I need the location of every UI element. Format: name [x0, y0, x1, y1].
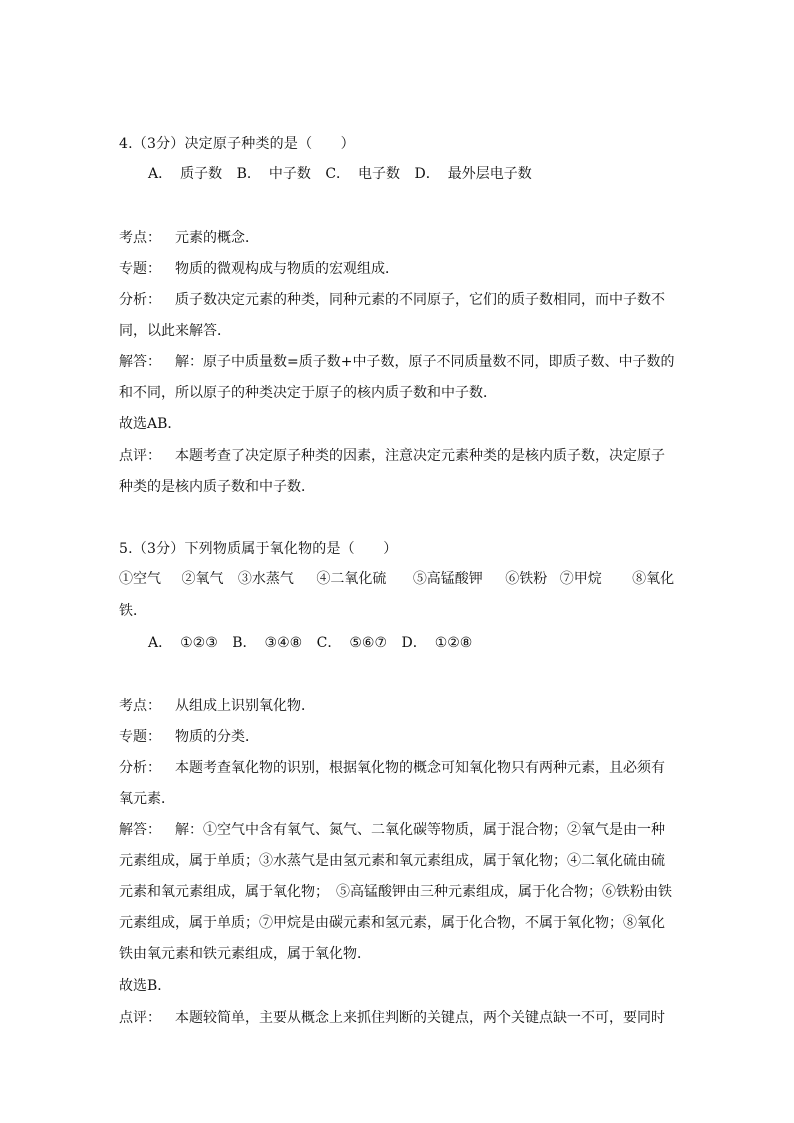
q5-item-6: ⑥铁粉	[505, 571, 548, 587]
q5-zhuanti	[119, 727, 259, 747]
zhuanti-text: 物质的微观构成与物质的宏观组成．	[175, 261, 399, 277]
dianping-label: 点评：	[119, 448, 161, 464]
zhuanti-label: 专题：	[119, 261, 161, 277]
q5-jieda-line-4: 元素组成，属于单质；⑦甲烷是由碳元素和氢元素，属于化合物，不属于氧化物；⑧氧化	[119, 915, 665, 931]
jieda-label: 解答：	[119, 822, 161, 838]
q5-item-3: ③水蒸气	[237, 571, 294, 587]
kaodian-label: 考点：	[119, 698, 161, 714]
q5-dianping	[119, 1008, 665, 1028]
q5-kaodian	[119, 696, 315, 716]
q4-kaodian	[119, 228, 259, 248]
q4-jieda-cont: 和不同，所以原子的种类决定于原子的核内质子数和中子数．	[119, 385, 497, 401]
q5-item-4: ④二氧化硫	[316, 571, 387, 587]
dianping-text-1: 本题较简单，主要从概念上来抓住判断的关键点，两个关键点缺一不可，要同时	[175, 1010, 665, 1026]
q5-option-d-text: ①②⑧	[434, 635, 473, 651]
q4-option-a-letter: A．	[148, 166, 173, 182]
q4-option-d-letter: D．	[414, 166, 440, 182]
q5-option-b-letter: B．	[232, 635, 257, 651]
q4-option-c-text: 电子数	[358, 166, 401, 182]
q4-guxuan: 故选AB．	[119, 416, 182, 432]
dianping-label: 点评：	[119, 1010, 161, 1026]
q5-item-1: ①空气	[119, 571, 161, 587]
q4-option-b-text: 中子数	[268, 166, 311, 182]
q4-zhuanti	[119, 259, 399, 279]
jieda-text-1: 解：原子中质量数=质子数+中子数，原子不同质量数不同，即质子数、中子数的	[175, 354, 675, 370]
dianping-text-1: 本题考查了决定原子种类的因素，注意决定元素种类的是核内质子数，决定原子	[175, 448, 665, 464]
zhuanti-label: 专题：	[119, 729, 161, 745]
q5-fenxi	[119, 758, 665, 778]
q5-item-2: ②氧气	[181, 571, 224, 587]
q5-option-c-letter: C．	[316, 635, 342, 651]
fenxi-label: 分析：	[119, 760, 161, 776]
q4-dianping	[119, 446, 665, 466]
q4-option-d-text: 最外层电子数	[447, 166, 532, 182]
q4-jieda	[119, 352, 674, 372]
q5-option-a-letter: A．	[148, 635, 173, 651]
q4-option-a-text: 质子数	[180, 166, 223, 182]
q4-options	[148, 164, 538, 184]
q5-item-8: ⑧氧化	[632, 571, 675, 587]
q5-items-cont: 铁．	[119, 603, 147, 619]
q5-item-5: ⑤高锰酸钾	[412, 571, 483, 587]
q4-dianping-cont: 种类的是核内质子数和中子数．	[119, 479, 315, 495]
q4-title: 4.（3分）决定原子种类的是（ ）	[119, 136, 355, 152]
q4-fenxi-cont: 同，以此来解答．	[119, 323, 231, 339]
q5-fenxi-cont: 氧元素．	[119, 791, 175, 807]
kaodian-label: 考点：	[119, 230, 161, 246]
q5-jieda-line-2: 元素组成，属于单质；③水蒸气是由氢元素和氧元素组成，属于氧化物；④二氧化硫由硫	[119, 853, 665, 869]
fenxi-text-1: 本题考查氧化物的识别，根据氧化物的概念可知氧化物只有两种元素，且必须有	[175, 760, 665, 776]
q5-option-d-letter: D．	[401, 635, 427, 651]
kaodian-text: 元素的概念．	[175, 230, 259, 246]
q5-options	[148, 633, 478, 653]
jieda-text-1: 解：①空气中含有氧气、氮气、二氧化碳等物质，属于混合物；②氧气是由一种	[175, 822, 665, 838]
q4-fenxi	[119, 290, 665, 310]
q5-jieda-line-5: 铁由氧元素和铁元素组成，属于氧化物．	[119, 946, 371, 962]
q4-option-c-letter: C．	[325, 166, 351, 182]
q5-item-7: ⑦甲烷	[559, 571, 602, 587]
jieda-label: 解答：	[119, 354, 161, 370]
kaodian-text: 从组成上识别氧化物．	[175, 698, 315, 714]
q5-option-c-text: ⑤⑥⑦	[349, 635, 388, 651]
q4-option-b-letter: B．	[236, 166, 261, 182]
q5-title: 5.（3分）下列物质属于氧化物的是（ ）	[119, 541, 398, 557]
q5-option-b-text: ③④⑧	[264, 635, 303, 651]
q5-jieda	[119, 820, 665, 840]
q5-jieda-line-3: 元素和氧元素组成，属于氧化物； ⑤高锰酸钾由三种元素组成，属于化合物；⑥铁粉由铁	[119, 884, 672, 900]
fenxi-label: 分析：	[119, 292, 161, 308]
q5-guxuan: 故选B．	[119, 978, 172, 994]
zhuanti-text: 物质的分类．	[175, 729, 259, 745]
q5-option-a-text: ①②③	[180, 635, 218, 651]
q5-items	[119, 569, 674, 589]
fenxi-text-1: 质子数决定元素的种类，同种元素的不同原子，它们的质子数相同，而中子数不	[175, 292, 665, 308]
